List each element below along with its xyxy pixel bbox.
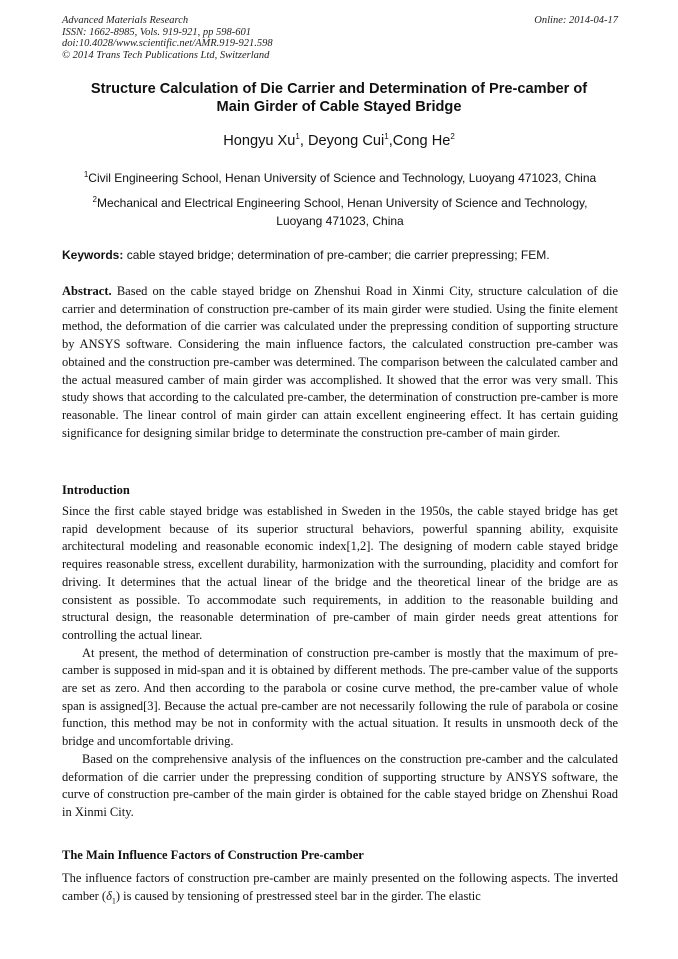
author-name: Hongyu Xu — [223, 132, 296, 149]
paragraph: Since the first cable stayed bridge was established in Sweden in the 1950s, the cable stayed bridge has get rapid development because of its superior structural behaviors, powerful spanning ability, exquisite architectural modeling and reasonable economic index[1,2]. The designing of modern cable stayed bridge requires reasonable stress, excellent durability, harmonization with the surrounding, placidity and comfort for driving. It determines that the actual linear of the bridge and the theoretical linear of the bridge are as consistent as possible. To accommodate such requirements, in addition to the reasonable building and structural design, the reasonable determination of pre-camber of main girder needs great attentions for controlling the actual linear. — [62, 504, 618, 642]
influence-factors-body — [62, 870, 618, 910]
author-separator: , — [299, 132, 308, 149]
influence-factors-heading: The Main Influence Factors of Construction Pre-camber — [62, 848, 364, 862]
author-separator: , — [388, 132, 393, 149]
paragraph — [62, 870, 618, 910]
delta-symbol — [106, 888, 116, 906]
author-name: Cong He — [392, 132, 451, 149]
affiliation-mark: 1 — [83, 170, 89, 179]
author-name: Deyong Cui — [307, 132, 385, 149]
abstract — [62, 283, 618, 442]
paragraph-text: The influence factors of construction pre-camber are mainly presented on the following aspects. The inverted camber ( — [62, 871, 618, 903]
paragraph: Based on the comprehensive analysis of the influences on the construction pre-camber and the calculated deformation of die carrier under the prepressing condition of supporting structure by ANSYS software, the curve of construction pre-camber of the main girder is obtained for the cable stayed bridge on Zhenshui Road in Xinmi City. — [62, 751, 618, 819]
paragraph: At present, the method of determination of construction pre-camber is mostly that the maximum of pre-camber is supposed in mid-span and it is obtained by different methods. The pre-camber value of the supports are set as zero. And then according to the parabola or cosine curve method, the pre-camber value of whole span is assigned[3]. Because the actual pre-camber are not necessarily following the rule of parabola or cosine function, this method may be not in conformity with the actual situation. It results in unsmooth deck of the bridge and uncomfortable driving. — [62, 645, 618, 749]
affiliation-1 — [62, 166, 618, 187]
affiliation-text: Mechanical and Electrical Engineering School, Henan University of Science and Technology, Luoyang 471023, China — [96, 196, 588, 228]
author-list — [50, 132, 628, 149]
affiliation-2 — [62, 191, 618, 230]
keywords-text: cable stayed bridge; determination of pre-camber; die carrier prepressing; FEM. — [126, 248, 550, 262]
delta-subscript: 1 — [111, 896, 116, 906]
introduction-heading: Introduction — [62, 483, 130, 497]
author-affiliation-mark: 2 — [450, 132, 455, 141]
keywords-label: Keywords: — [62, 248, 124, 262]
copyright-line: © 2014 Trans Tech Publications Ltd, Switzerland — [62, 49, 270, 61]
paper-title — [50, 80, 628, 116]
introduction-body — [62, 503, 618, 822]
author-affiliation-mark: 1 — [295, 132, 300, 141]
issn-line: ISSN: 1662-8985, Vols. 919-921, pp 598-601 — [62, 26, 251, 38]
doi-line: doi:10.4028/www.scientific.net/AMR.919-921.598 — [62, 38, 273, 49]
keywords — [62, 248, 618, 262]
title-line-1: Structure Calculation of Die Carrier and Determination of Pre-camber of — [90, 81, 588, 97]
journal-name: Advanced Materials Research — [62, 15, 189, 26]
affiliation-mark: 2 — [92, 195, 97, 204]
journal-header — [62, 15, 618, 61]
paragraph-text: ) is caused by tensioning of prestressed steel bar in the girder. The elastic — [115, 888, 481, 903]
author-affiliation-mark: 1 — [384, 132, 389, 141]
delta-letter: δ — [106, 888, 112, 903]
title-line-2: Main Girder of Cable Stayed Bridge — [216, 99, 462, 115]
abstract-text: Based on the cable stayed bridge on Zhenshui Road in Xinmi City, structure calculation of die carrier and determination of construction pre-camber of its main girder were studied. Using the finite element method, the deformation of die carrier was calculated under the prepressing condition of supporting structure by ANSYS software. Considering the main influence factors, the calculated construction pre-camber was obtained and the construction pre-camber was determined. The comparison between the calculated camber and the actual measured camber of main girder was accomplished. It showed that the error was very small. This study shows that according to the calculated pre-camber, the determination of construction pre-camber is more reasonable. The linear control of main girder can attain excellent engineering effect. It has certain guiding significance for designing similar bridge to determinate the construction pre-camber of main girder. — [62, 284, 618, 440]
abstract-label: Abstract. — [62, 284, 112, 298]
online-date: Online: 2014-04-17 — [534, 15, 618, 26]
affiliation-text: Civil Engineering School, Henan University of Science and Technology, Luoyang 471023, China — [88, 171, 597, 185]
